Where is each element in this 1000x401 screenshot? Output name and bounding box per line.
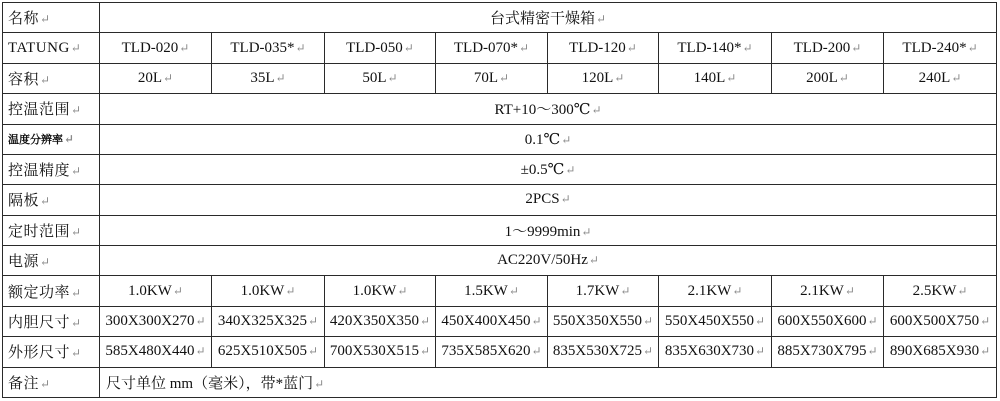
row-inner-size-cell [884,306,997,336]
row-accuracy [3,154,997,184]
row-timer-value [100,215,997,245]
row-temp-range [3,94,997,124]
row-accuracy-label-text: 控温精度 [8,163,71,180]
row-outer-size-cell [884,337,997,367]
row-inner-size-cell [772,306,884,336]
row-inner-size-label [3,306,100,336]
row-outer-size-cell [325,337,436,367]
row-power-supply [3,246,997,276]
cell-end-mark: ↵ [867,344,878,359]
cell-end-mark: ↵ [560,192,571,207]
cell-end-mark: ↵ [308,344,319,359]
cell-end-mark: ↵ [643,344,654,359]
row-inner-size-cell-text: 420X350X350 [329,312,420,329]
row-inner-size-cell-text: 550X450X550 [664,312,755,329]
row-model-cell-text: TLD-140* [677,39,742,56]
row-timer-label [3,215,100,245]
row-volume-cell [436,63,548,93]
row-model [3,33,997,63]
cell-end-mark: ↵ [508,283,519,298]
row-rated-power [3,276,997,306]
row-volume-cell-text: 50L [362,69,387,86]
cell-end-mark: ↵ [64,132,75,147]
row-name-label [3,3,100,33]
row-resolution-label [3,124,100,154]
row-model-cell-text: TLD-050 [346,39,403,56]
row-inner-size-cell [436,306,548,336]
row-name-label-text: 名称 [8,11,40,28]
cell-end-mark: ↵ [308,313,319,328]
cell-end-mark: ↵ [626,40,637,55]
row-rated-power-cell-text: 1.5KW [464,282,508,299]
row-outer-size-cell-text: 585X480X440 [105,343,195,360]
row-shelf-label-text: 隔板 [8,193,40,210]
cell-end-mark: ↵ [71,346,82,361]
row-model-cell [325,33,436,63]
cell-end-mark: ↵ [838,70,849,85]
row-outer-size-cell-text: 835X630X730 [664,343,755,360]
row-volume-cell-text: 240L [918,69,951,86]
cell-end-mark: ↵ [285,283,296,298]
cell-end-mark: ↵ [531,344,542,359]
cell-end-mark: ↵ [420,344,431,359]
row-model-cell [436,33,548,63]
row-temp-range-value-text: RT+10～300℃ [494,102,591,119]
row-rated-power-cell [548,276,659,306]
row-inner-size-cell-text: 600X550X600 [777,312,867,329]
row-name [3,3,997,33]
row-resolution-label-text: 温度分辨率 [8,134,63,147]
row-resolution [3,124,997,154]
cell-end-mark: ↵ [851,40,862,55]
row-inner-size-cell-text: 340X325X325 [217,312,308,329]
row-rated-power-cell-text: 2.1KW [800,282,844,299]
row-volume-cell-text: 200L [806,69,838,86]
row-model-cell [212,33,325,63]
cell-end-mark: ↵ [643,313,654,328]
row-model-label-text: TATUNG [8,39,70,56]
row-model-cell [548,33,659,63]
row-resolution-value-text: 0.1℃ [524,131,561,148]
cell-end-mark: ↵ [71,224,82,239]
cell-end-mark: ↵ [726,70,737,85]
row-volume-label [3,63,100,93]
cell-end-mark: ↵ [40,376,51,391]
row-volume-cell [212,63,325,93]
row-volume-cell [325,63,436,93]
row-volume-cell [548,63,659,93]
cell-end-mark: ↵ [980,344,991,359]
row-model-cell [659,33,772,63]
cell-end-mark: ↵ [742,40,753,55]
row-inner-size-cell [212,306,325,336]
cell-end-mark: ↵ [71,285,82,300]
row-temp-range-label [3,94,100,124]
row-outer-size [3,337,997,367]
cell-end-mark: ↵ [591,103,602,118]
row-inner-size-cell-text: 550X350X550 [552,312,643,329]
row-inner-size-cell-text: 450X400X450 [441,312,531,329]
row-model-cell-text: TLD-200 [793,39,851,56]
row-outer-size-cell [100,337,212,367]
cell-end-mark: ↵ [195,344,206,359]
row-inner-size-cell-text: 300X300X270 [105,312,195,329]
cell-end-mark: ↵ [732,283,743,298]
row-model-cell [100,33,212,63]
cell-end-mark: ↵ [531,313,542,328]
row-shelf-value-text: 2PCS [525,191,560,208]
row-rated-power-cell [659,276,772,306]
row-outer-size-cell-text: 625X510X505 [217,343,308,360]
row-inner-size-cell [325,306,436,336]
row-resolution-value [100,124,997,154]
cell-end-mark: ↵ [179,40,190,55]
cell-end-mark: ↵ [581,224,592,239]
row-rated-power-cell [436,276,548,306]
row-volume-cell-text: 20L [137,69,163,86]
row-name-value [100,3,997,33]
row-inner-size-label-text: 内胆尺寸 [8,314,71,331]
row-rated-power-cell-text: 2.5KW [912,282,957,299]
row-outer-size-cell [659,337,772,367]
row-rated-power-cell-text: 1.0KW [352,282,397,299]
cell-end-mark: ↵ [614,70,625,85]
row-rated-power-cell-text: 1.0KW [128,282,172,299]
row-accuracy-value [100,154,997,184]
cell-end-mark: ↵ [957,283,968,298]
cell-end-mark: ↵ [40,72,51,87]
row-rated-power-label-text: 额定功率 [8,284,71,301]
row-outer-size-cell [212,337,325,367]
row-volume-label-text: 容积 [8,71,40,88]
row-inner-size-cell [100,306,212,336]
cell-end-mark: ↵ [195,313,206,328]
row-outer-size-cell [436,337,548,367]
row-shelf-label [3,185,100,215]
row-inner-size [3,306,997,336]
cell-end-mark: ↵ [561,132,572,147]
cell-end-mark: ↵ [71,315,82,330]
cell-end-mark: ↵ [565,163,576,178]
cell-end-mark: ↵ [397,283,408,298]
row-timer [3,215,997,245]
cell-end-mark: ↵ [71,103,82,118]
cell-end-mark: ↵ [596,12,607,27]
row-inner-size-cell-text: 600X500X750 [889,312,980,329]
cell-end-mark: ↵ [70,40,82,55]
row-remark-label [3,367,100,398]
row-rated-power-label [3,276,100,306]
cell-end-mark: ↵ [71,164,82,179]
cell-end-mark: ↵ [403,40,414,55]
row-accuracy-label [3,154,100,184]
row-rated-power-cell [100,276,212,306]
row-remark [3,367,997,398]
row-power-supply-value [100,246,997,276]
row-rated-power-cell [884,276,997,306]
row-outer-size-label-text: 外形尺寸 [8,345,71,362]
cell-end-mark: ↵ [980,313,991,328]
row-volume-cell [772,63,884,93]
row-model-label [3,33,100,63]
cell-end-mark: ↵ [314,376,325,391]
row-accuracy-value-text: ±0.5℃ [520,162,565,179]
spec-table-container [2,2,996,398]
cell-end-mark: ↵ [40,194,51,209]
cell-end-mark: ↵ [499,70,510,85]
row-volume-cell-text: 120L [581,69,614,86]
cell-end-mark: ↵ [420,313,431,328]
row-volume-cell-text: 70L [473,69,499,86]
row-volume-cell [100,63,212,93]
row-remark-value-text: 尺寸单位 mm（毫米），带*蓝门 [106,375,314,392]
row-volume-cell-text: 35L [250,69,275,86]
cell-end-mark: ↵ [163,70,174,85]
row-outer-size-label [3,337,100,367]
row-model-cell-text: TLD-240* [902,39,967,56]
row-volume-cell [884,63,997,93]
row-remark-label-text: 备注 [8,375,40,392]
row-rated-power-cell-text: 1.7KW [575,282,620,299]
cell-end-mark: ↵ [951,70,962,85]
spec-table-body [3,3,997,398]
row-outer-size-cell [772,337,884,367]
row-shelf-value [100,185,997,215]
row-model-cell [884,33,997,63]
row-shelf [3,185,997,215]
row-volume-cell-text: 140L [693,69,726,86]
row-outer-size-cell-text: 735X585X620 [441,343,531,360]
row-inner-size-cell [548,306,659,336]
row-outer-size-cell-text: 885X730X795 [777,343,867,360]
row-model-cell-text: TLD-070* [453,39,519,56]
cell-end-mark: ↵ [755,344,766,359]
cell-end-mark: ↵ [387,70,398,85]
row-rated-power-cell [325,276,436,306]
cell-end-mark: ↵ [620,283,631,298]
cell-end-mark: ↵ [275,70,286,85]
row-model-cell [772,33,884,63]
row-rated-power-cell [212,276,325,306]
cell-end-mark: ↵ [967,40,978,55]
cell-end-mark: ↵ [867,313,878,328]
row-power-supply-value-text: AC220V/50Hz [497,252,588,269]
row-timer-value-text: 1～9999min [504,223,581,240]
row-name-value-text: 台式精密干燥箱 [490,11,596,28]
row-model-cell-text: TLD-120 [569,39,626,56]
row-power-supply-label [3,246,100,276]
row-outer-size-cell-text: 700X530X515 [329,343,420,360]
row-volume-cell [659,63,772,93]
row-temp-range-value [100,94,997,124]
row-volume [3,63,997,93]
cell-end-mark: ↵ [844,283,855,298]
row-outer-size-cell [548,337,659,367]
row-outer-size-cell-text: 890X685X930 [889,343,980,360]
row-rated-power-cell-text: 1.0KW [240,282,285,299]
row-outer-size-cell-text: 835X530X725 [552,343,643,360]
row-timer-label-text: 定时范围 [8,223,71,240]
row-model-cell-text: TLD-035* [230,39,295,56]
cell-end-mark: ↵ [755,313,766,328]
spec-table [2,2,997,398]
cell-end-mark: ↵ [40,255,51,270]
cell-end-mark: ↵ [519,40,530,55]
cell-end-mark: ↵ [172,283,183,298]
cell-end-mark: ↵ [40,12,51,27]
row-rated-power-cell-text: 2.1KW [687,282,732,299]
cell-end-mark: ↵ [295,40,306,55]
row-remark-value [100,367,997,398]
row-inner-size-cell [659,306,772,336]
row-model-cell-text: TLD-020 [121,39,179,56]
row-temp-range-label-text: 控温范围 [8,102,71,119]
row-power-supply-label-text: 电源 [8,254,40,271]
row-rated-power-cell [772,276,884,306]
cell-end-mark: ↵ [588,253,599,268]
